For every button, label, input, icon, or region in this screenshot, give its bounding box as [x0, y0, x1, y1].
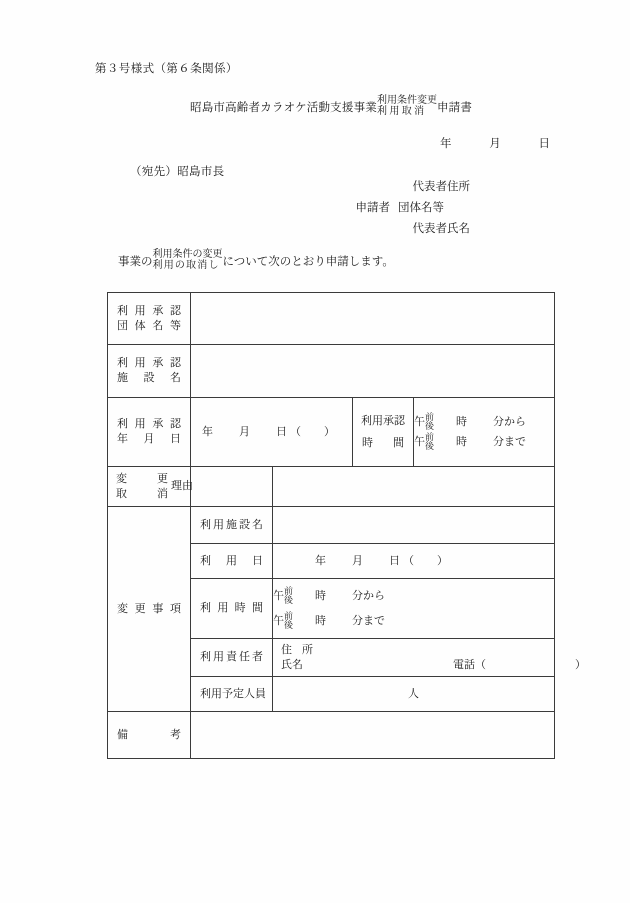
am-label: 前	[425, 411, 435, 422]
label-responsible-person: 利 用 責 任 者	[191, 639, 273, 677]
field-responsible-person[interactable]	[273, 639, 600, 677]
approved-time-from	[414, 412, 554, 432]
date-month-label: 月	[489, 138, 501, 150]
responsible-tel-value: （ ）	[475, 658, 600, 671]
pm-label: 後	[284, 594, 294, 605]
application-statement	[118, 250, 394, 272]
statement-option-change: 利用条件の変更	[152, 249, 223, 260]
applicant-rep-address-row	[320, 178, 470, 199]
label-reason-change: 変 更	[116, 473, 168, 486]
label-change-items	[108, 507, 191, 712]
change-time-from	[273, 584, 554, 609]
ampm-selector-icon[interactable]: 午 前 後	[273, 585, 294, 605]
pm-label: 後	[425, 420, 435, 431]
document-title	[190, 96, 472, 118]
responsible-address-line	[281, 643, 546, 658]
addressee: （宛先）昭島市長	[130, 166, 225, 178]
label-approved-facility-line2: 施 設 名	[117, 372, 181, 384]
change-date-day: 日	[389, 554, 400, 567]
am-label: 前	[284, 610, 294, 621]
title-business-name: 昭島市高齢者カラオケ活動支援事業	[190, 101, 377, 114]
label-change-use-time: 利 用 時 間	[191, 579, 273, 639]
submission-date-line	[440, 135, 550, 151]
responsible-address-label: 住 所	[281, 643, 313, 656]
ampm-selector-icon[interactable]: 午 前 後	[414, 431, 435, 451]
am-label: 前	[425, 431, 435, 442]
field-reason-left[interactable]	[191, 467, 273, 507]
pm-label: 後	[425, 440, 435, 451]
title-option-change: 利用条件変更	[376, 95, 437, 106]
field-change-use-date[interactable]	[273, 544, 555, 579]
label-change-items-text: 変 更 事 項	[117, 602, 181, 615]
label-approved-date	[108, 398, 191, 467]
pm-label: 後	[284, 619, 294, 630]
field-approved-time[interactable]	[414, 398, 555, 467]
table-row	[108, 712, 555, 759]
table-row	[108, 467, 555, 507]
label-approved-date-line1: 利 用 承 認	[117, 418, 181, 431]
label-approved-org-line1: 利 用 承 認	[117, 304, 181, 317]
label-approved-time-line2: 時 間	[362, 437, 404, 449]
label-reason-suffix: 理 由	[171, 480, 193, 493]
application-form-table	[107, 292, 600, 759]
field-change-use-time[interactable]	[273, 579, 555, 639]
statement-prefix: 事業の	[118, 255, 153, 268]
label-reason	[108, 467, 191, 507]
form-number: 第３号様式（第６条関係）	[95, 63, 238, 75]
field-remarks[interactable]	[191, 712, 555, 759]
applicant-label: 申請者	[355, 202, 390, 214]
label-remarks: 備 考	[108, 712, 191, 759]
label-approved-facility	[108, 345, 191, 398]
title-stacked-options	[377, 96, 437, 118]
rep-name-label: 代表者氏名	[412, 223, 470, 235]
field-approved-facility[interactable]	[191, 345, 555, 398]
table-row	[108, 398, 555, 467]
ampm-selector-icon[interactable]: 午 前 後	[414, 411, 435, 431]
approved-from-minute: 分から	[493, 415, 527, 428]
label-approved-date-line2: 年 月 日	[117, 433, 181, 445]
approved-date-month: 月	[239, 425, 250, 438]
label-attendees: 利 用 予 定 人 員	[191, 677, 273, 712]
change-to-minute: 分まで	[352, 614, 386, 627]
label-approved-org	[108, 293, 191, 345]
statement-option-cancel: 利用の取消し	[152, 259, 220, 271]
field-approved-date[interactable]	[191, 398, 353, 467]
date-day-label: 日	[538, 138, 550, 150]
date-year-label: 年	[440, 138, 452, 150]
approved-time-to	[414, 432, 554, 452]
responsible-tel-label: 電話	[453, 658, 475, 671]
change-to-hour: 時	[315, 614, 327, 627]
change-date-year: 年	[315, 554, 326, 567]
change-date-month: 月	[352, 554, 363, 567]
ampm-selector-icon[interactable]: 午 前 後	[273, 610, 294, 630]
field-change-facility[interactable]	[273, 507, 555, 544]
label-approved-time-line1: 利用承認	[361, 415, 405, 427]
label-approved-facility-line1: 利 用 承 認	[117, 357, 181, 370]
approved-from-hour: 時	[456, 415, 468, 428]
approved-date-weekday: （ ）	[290, 425, 341, 438]
table-row	[108, 345, 555, 398]
label-reason-cancel: 取 消	[116, 487, 168, 500]
label-change-use-date: 利 用 日	[191, 544, 273, 579]
approved-date-year: 年	[202, 425, 213, 438]
table-row	[108, 507, 555, 544]
change-date-weekday: （ ）	[403, 554, 454, 567]
applicant-org-row	[320, 199, 470, 220]
field-reason-right[interactable]	[273, 467, 555, 507]
approved-date-day: 日	[276, 425, 287, 438]
org-name-label: 団体名等	[398, 202, 444, 214]
approved-to-minute: 分まで	[493, 435, 527, 448]
statement-stacked-options	[153, 250, 223, 272]
responsible-name-label: 氏 名	[281, 658, 303, 671]
applicant-block	[320, 178, 470, 241]
label-approved-org-line2: 団 体 名 等	[117, 319, 181, 332]
attendees-unit: 人	[408, 687, 419, 700]
responsible-name-line	[281, 658, 600, 673]
am-label: 前	[284, 585, 294, 596]
rep-address-label: 代表者住所	[412, 181, 470, 193]
title-option-cancel: 利用取消	[376, 105, 427, 117]
change-time-to	[273, 609, 554, 634]
change-from-hour: 時	[315, 589, 327, 602]
label-approved-time	[353, 398, 414, 467]
title-suffix: 申請書	[436, 101, 473, 114]
change-from-minute: 分から	[352, 589, 386, 602]
applicant-rep-name-row	[320, 220, 470, 241]
statement-suffix: について次のとおり申請します。	[222, 255, 394, 268]
approved-to-hour: 時	[456, 435, 468, 448]
label-change-facility: 利 用 施 設 名	[191, 507, 273, 544]
table-row	[108, 293, 555, 345]
field-approved-org[interactable]	[191, 293, 555, 345]
field-attendees[interactable]	[273, 677, 555, 712]
